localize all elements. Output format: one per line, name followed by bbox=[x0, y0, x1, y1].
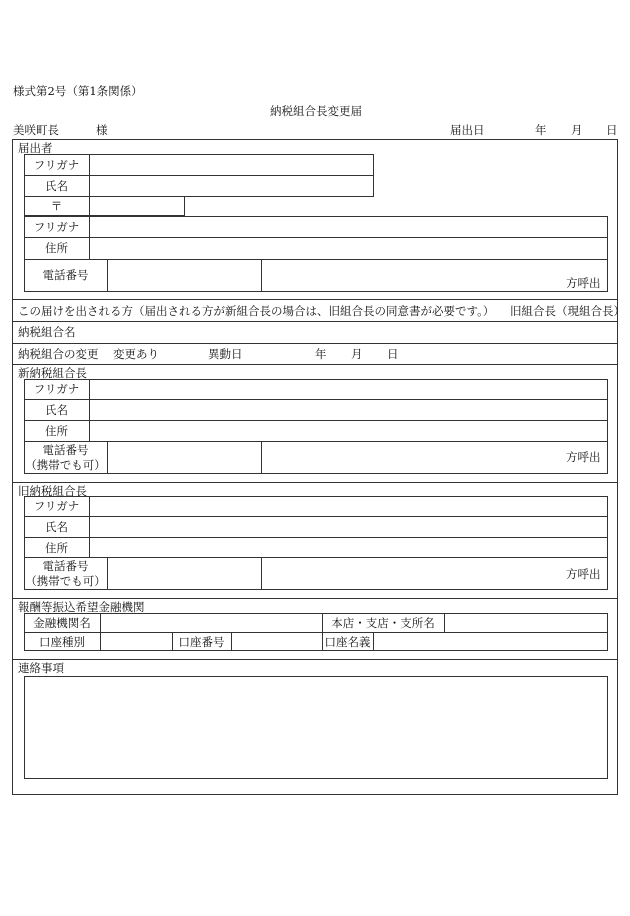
applicant-name-field[interactable] bbox=[90, 176, 373, 196]
old-leader-phone-field-2[interactable] bbox=[262, 558, 607, 589]
divider bbox=[12, 364, 618, 365]
divider bbox=[12, 343, 618, 344]
applicant-postal-field[interactable] bbox=[90, 197, 184, 215]
new-leader-name-label: 氏名 bbox=[45, 403, 68, 417]
union-change-label: 納税組合の変更 bbox=[18, 347, 99, 361]
bank-institution-label: 金融機関名 bbox=[33, 616, 91, 630]
bank-branch-field[interactable] bbox=[445, 614, 607, 632]
applicant-name-label: 氏名 bbox=[45, 179, 68, 193]
union-name-label: 納税組合名 bbox=[18, 325, 76, 339]
bank-account-holder-field[interactable] bbox=[374, 633, 607, 650]
divider bbox=[12, 299, 618, 300]
old-leader-name-label: 氏名 bbox=[45, 520, 68, 534]
old-leader-address-label: 住所 bbox=[45, 541, 68, 555]
old-leader-furigana-label: フリガナ bbox=[33, 499, 80, 513]
form-title: 納税組合長変更届 bbox=[270, 104, 362, 118]
old-leader-phone-field-1[interactable] bbox=[108, 558, 261, 589]
bank-branch-label: 本店・支店・支所名 bbox=[331, 616, 435, 630]
old-leader-furigana-field[interactable] bbox=[90, 497, 607, 516]
new-leader-address-field[interactable] bbox=[90, 421, 607, 441]
notice-role[interactable]: 旧組合長（現組合長） bbox=[510, 304, 625, 318]
new-leader-phone-field-1[interactable] bbox=[108, 442, 261, 473]
transfer-date-label: 異動日 bbox=[208, 347, 243, 361]
submission-day-label: 日 bbox=[606, 123, 618, 137]
new-leader-name-field[interactable] bbox=[90, 400, 607, 420]
divider bbox=[12, 598, 618, 599]
submission-month-label: 月 bbox=[571, 123, 583, 137]
applicant-section-label: 届出者 bbox=[18, 141, 53, 155]
union-change-value[interactable]: 変更あり bbox=[113, 347, 159, 361]
applicant-address-furigana-field[interactable] bbox=[90, 217, 607, 237]
bank-institution-field[interactable] bbox=[101, 614, 322, 632]
old-leader-name-field[interactable] bbox=[90, 517, 607, 537]
applicant-furigana-field[interactable] bbox=[90, 155, 373, 175]
new-leader-phone-note: （携帯でも可） bbox=[25, 458, 106, 472]
bank-account-type-field[interactable] bbox=[101, 633, 172, 650]
new-leader-address-label: 住所 bbox=[45, 424, 68, 438]
new-leader-furigana-label: フリガナ bbox=[33, 382, 80, 396]
transfer-month-label: 月 bbox=[351, 347, 363, 361]
new-leader-furigana-field[interactable] bbox=[90, 380, 607, 399]
submission-year-label: 年 bbox=[535, 123, 547, 137]
applicant-address-field[interactable] bbox=[90, 238, 607, 259]
new-leader-phone-label: 電話番号 bbox=[42, 443, 89, 457]
honorific: 様 bbox=[96, 123, 108, 137]
bank-account-number-field[interactable] bbox=[232, 633, 322, 650]
applicant-postal-label: 〒 bbox=[50, 199, 63, 213]
form-number: 様式第2号（第1条関係） bbox=[13, 84, 143, 98]
applicant-phone-label: 電話番号 bbox=[42, 268, 89, 282]
applicant-phone-field-2[interactable] bbox=[262, 260, 607, 291]
divider bbox=[12, 482, 618, 483]
bank-account-holder-label: 口座名義 bbox=[324, 635, 371, 649]
bank-account-number-label: 口座番号 bbox=[178, 635, 225, 649]
new-leader-section-label: 新納税組合長 bbox=[18, 366, 87, 380]
old-leader-phone-suffix: 方呼出 bbox=[566, 567, 601, 581]
old-leader-section-label: 旧納税組合長 bbox=[18, 484, 87, 498]
old-leader-phone-note: （携帯でも可） bbox=[25, 574, 106, 588]
transfer-year-label: 年 bbox=[315, 347, 327, 361]
addressee: 美咲町長 bbox=[13, 123, 59, 137]
transfer-day-label: 日 bbox=[387, 347, 399, 361]
union-name-field[interactable] bbox=[90, 322, 617, 342]
notice-text: この届けを出される方（届出される方が新組合長の場合は、旧組合長の同意書が必要です。） bbox=[18, 304, 495, 318]
bank-account-type-label: 口座種別 bbox=[39, 635, 85, 649]
submission-date-label: 届出日 bbox=[450, 123, 485, 137]
old-leader-phone-label: 電話番号 bbox=[42, 559, 89, 573]
contact-notes-field[interactable] bbox=[24, 676, 608, 779]
divider bbox=[12, 659, 618, 660]
new-leader-phone-suffix: 方呼出 bbox=[566, 450, 601, 464]
contact-section-label: 連絡事項 bbox=[18, 661, 64, 675]
applicant-furigana-label: フリガナ bbox=[33, 158, 80, 172]
bank-section-label: 報酬等振込希望金融機関 bbox=[18, 600, 145, 614]
new-leader-phone-field-2[interactable] bbox=[262, 442, 607, 473]
applicant-address-furigana-label: フリガナ bbox=[33, 220, 80, 234]
applicant-phone-suffix: 方呼出 bbox=[566, 276, 601, 290]
applicant-address-label: 住所 bbox=[45, 241, 68, 255]
old-leader-address-field[interactable] bbox=[90, 538, 607, 557]
applicant-phone-field-1[interactable] bbox=[108, 260, 261, 291]
